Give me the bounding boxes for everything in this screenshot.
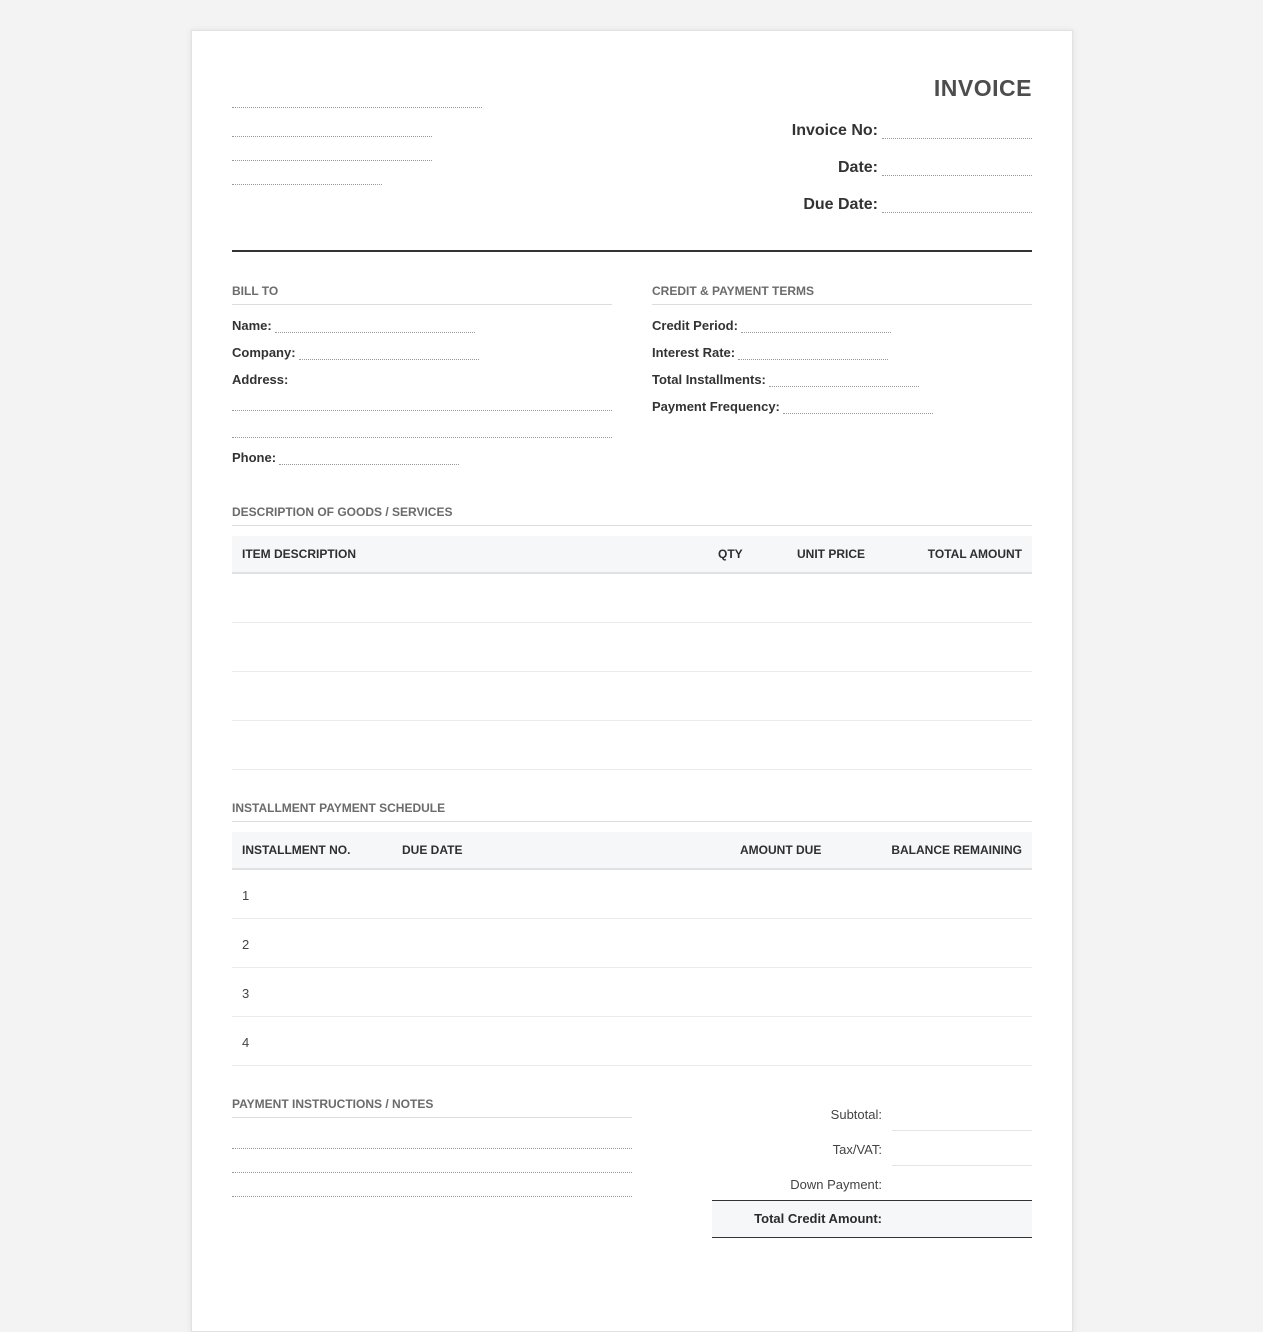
phone-field[interactable]	[279, 464, 459, 465]
goods-col-total-amount: TOTAL AMOUNT	[927, 547, 1022, 561]
down-payment-label: Down Payment:	[790, 1177, 882, 1192]
schedule-col-installment-no: INSTALLMENT NO.	[242, 843, 351, 857]
company-address-line-2[interactable]	[232, 160, 432, 161]
interest-rate-label: Interest Rate:	[652, 345, 736, 360]
date-field[interactable]	[882, 175, 1032, 176]
credit-period-label: Credit Period:	[652, 318, 738, 333]
due-date-field[interactable]	[882, 212, 1032, 213]
company-contact-line[interactable]	[232, 184, 382, 185]
address-field-line-2[interactable]	[232, 437, 612, 438]
notes-line-1[interactable]	[232, 1148, 632, 1149]
table-row[interactable]	[232, 672, 1032, 721]
payment-frequency-row	[652, 399, 933, 414]
invoice-title: INVOICE	[933, 75, 1032, 101]
schedule-heading: INSTALLMENT PAYMENT SCHEDULE	[232, 801, 1032, 822]
payment-frequency-field[interactable]	[783, 413, 933, 414]
due-date-row	[803, 196, 1032, 214]
down-payment-row	[712, 1166, 1032, 1201]
bill-to-heading: BILL TO	[232, 284, 612, 305]
phone-row	[232, 450, 459, 465]
schedule-table-header	[232, 832, 1032, 870]
total-installments-field[interactable]	[769, 386, 919, 387]
company-label: Company:	[232, 345, 296, 360]
payment-frequency-label: Payment Frequency:	[652, 399, 780, 414]
down-payment-value[interactable]	[892, 1166, 1032, 1200]
table-row[interactable]	[232, 574, 1032, 623]
credit-period-field[interactable]	[741, 332, 891, 333]
total-credit-amount-row	[712, 1200, 1032, 1238]
address-row	[232, 372, 291, 387]
installment-number: 1	[242, 888, 250, 903]
table-row[interactable]	[232, 870, 1032, 919]
due-date-label: Due Date:	[803, 196, 878, 213]
invoice-no-field[interactable]	[882, 138, 1032, 139]
goods-table	[232, 536, 1032, 770]
schedule-col-balance-remaining: BALANCE REMAINING	[891, 843, 1022, 857]
goods-col-unit-price: UNIT PRICE	[797, 547, 866, 561]
date-row	[838, 159, 1032, 177]
goods-heading: DESCRIPTION OF GOODS / SERVICES	[232, 505, 1032, 526]
schedule-col-due-date: DUE DATE	[402, 843, 463, 857]
table-row[interactable]	[232, 1017, 1032, 1066]
goods-table-header	[232, 536, 1032, 574]
table-row[interactable]	[232, 919, 1032, 968]
invoice-page	[191, 30, 1073, 1332]
subtotal-value[interactable]	[892, 1096, 1032, 1131]
credit-period-row	[652, 318, 891, 333]
company-field[interactable]	[299, 359, 479, 360]
total-credit-amount-label: Total Credit Amount:	[754, 1211, 882, 1226]
credit-terms-heading: CREDIT & PAYMENT TERMS	[652, 284, 1032, 305]
table-row[interactable]	[232, 623, 1032, 672]
total-installments-row	[652, 372, 919, 387]
address-field-line-1[interactable]	[232, 410, 612, 411]
installment-number: 4	[242, 1035, 250, 1050]
installment-number: 2	[242, 937, 250, 952]
table-row[interactable]	[232, 721, 1032, 770]
notes-line-3[interactable]	[232, 1196, 632, 1197]
notes-line-2[interactable]	[232, 1172, 632, 1173]
tax-row	[712, 1131, 1032, 1166]
name-row	[232, 318, 475, 333]
tax-value[interactable]	[892, 1131, 1032, 1166]
interest-rate-field[interactable]	[738, 359, 888, 360]
invoice-no-label: Invoice No:	[791, 122, 878, 139]
schedule-col-amount-due: AMOUNT DUE	[740, 843, 822, 857]
table-row[interactable]	[232, 968, 1032, 1017]
subtotal-row	[712, 1096, 1032, 1131]
header-divider	[232, 250, 1032, 252]
installment-number: 3	[242, 986, 250, 1001]
company-address-line-1[interactable]	[232, 136, 432, 137]
notes-heading: PAYMENT INSTRUCTIONS / NOTES	[232, 1097, 632, 1118]
interest-rate-row	[652, 345, 888, 360]
goods-col-qty: QTY	[718, 547, 743, 561]
goods-col-description: ITEM DESCRIPTION	[242, 547, 357, 561]
total-installments-label: Total Installments:	[652, 372, 766, 387]
company-name-line[interactable]	[232, 107, 482, 108]
invoice-no-row	[792, 122, 1032, 140]
address-label: Address:	[232, 372, 289, 387]
date-label: Date:	[837, 159, 878, 176]
tax-label: Tax/VAT:	[832, 1142, 882, 1157]
subtotal-label: Subtotal:	[830, 1107, 882, 1122]
name-label: Name:	[232, 318, 272, 333]
phone-label: Phone:	[232, 450, 277, 465]
company-row	[232, 345, 479, 360]
schedule-table	[232, 832, 1032, 1066]
name-field[interactable]	[275, 332, 475, 333]
